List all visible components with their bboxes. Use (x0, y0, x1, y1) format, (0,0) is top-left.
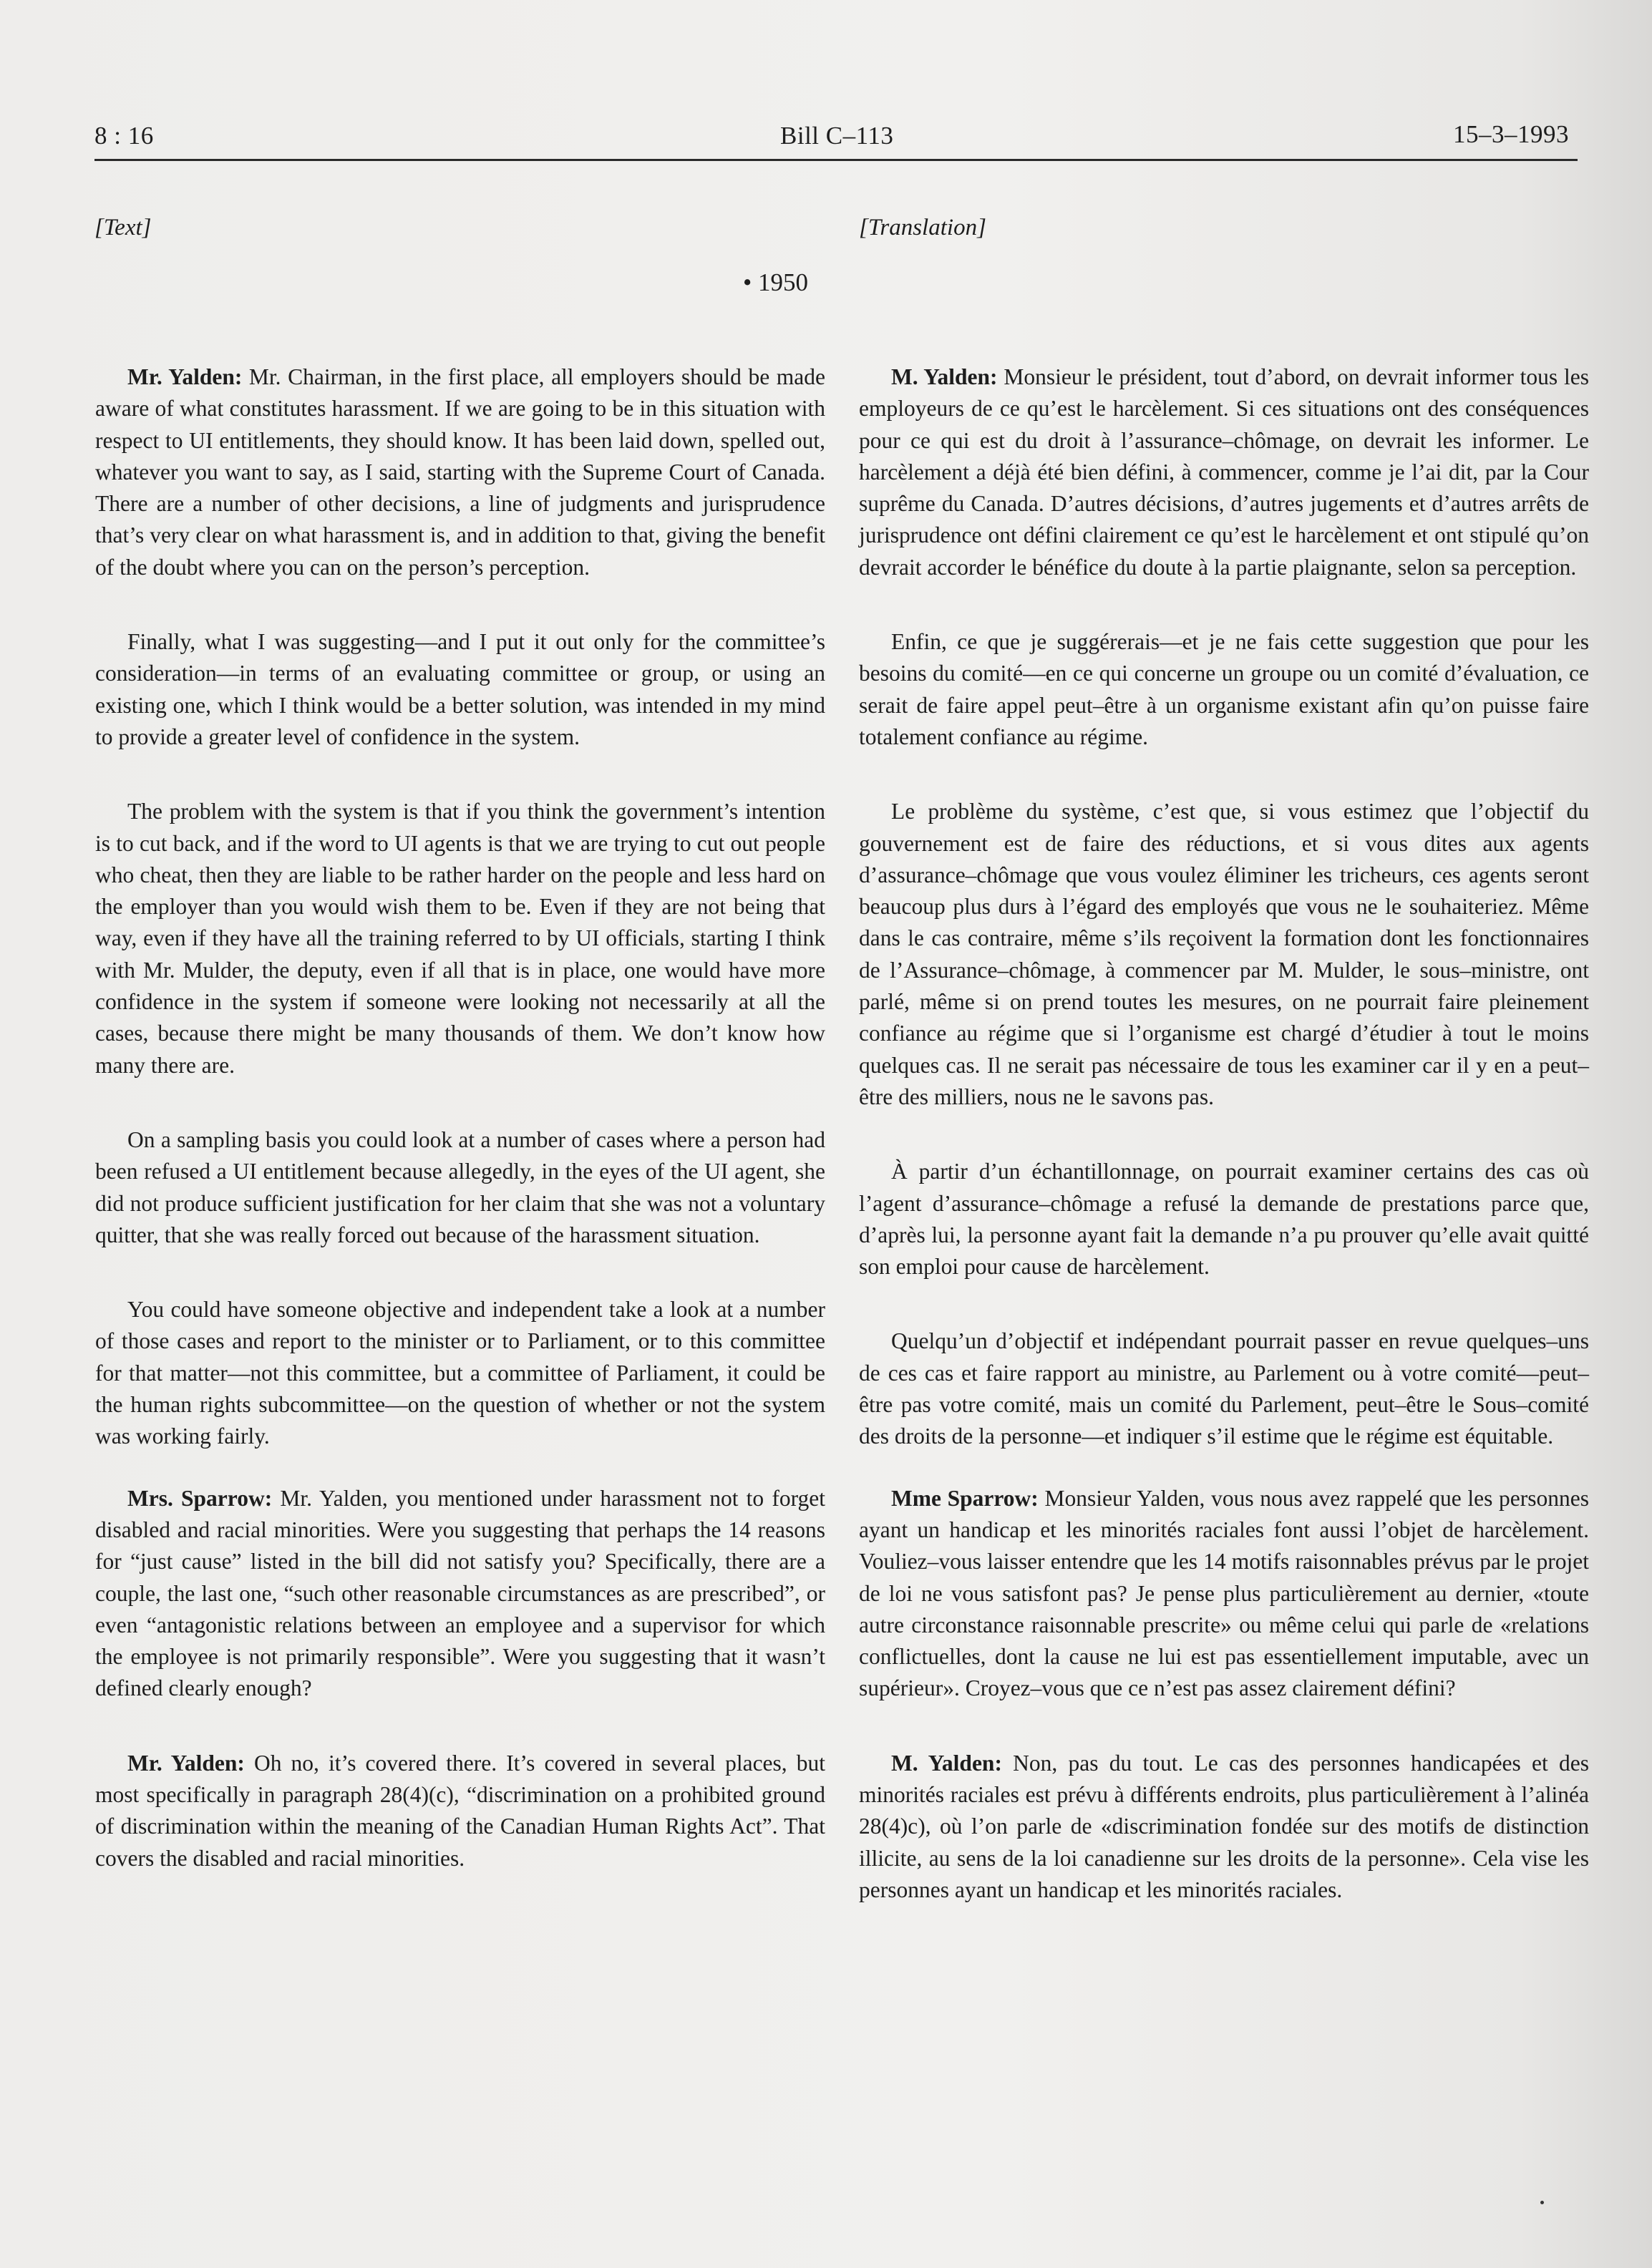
paragraph (859, 796, 1589, 1113)
text-label: [Text] (94, 215, 152, 240)
speaker-name: Mme Sparrow: (891, 1485, 1039, 1511)
paragraph (859, 626, 1589, 753)
english-column (95, 361, 825, 1917)
paragraph-text: You could have someone objective and independent take a look at a number of those cases and report to the minister or to Parliament, or to this committee for that matter—not this committee, but a committee of Parliament, it could be the human rights subcommittee—on the question of whether or not the system was working fairly. (95, 1297, 825, 1449)
paragraph-text: Monsieur le président, tout d’abord, on devrait informer tous les employeurs de ce qu’est le harcèlement. Si ces situations ont des conséquences pour ce qui est du droit à l’assurance–chômage, on devrait les informer. Le harcèlement a déjà été bien défini, à commencer, comme je l’ai dit, par la Cour suprême du Canada. D’autres décisions, d’autres jugements et d’autres arrêts de jurisprudence ont défini clairement ce qu’est le harcèlement et ont stipulé qu’on devrait accorder le bénéfice du doute à la partie plaignante, selon sa perception. (859, 364, 1589, 580)
time-marker: • 1950 (743, 268, 809, 296)
paragraph-text: Le problème du système, c’est que, si vous estimez que l’objectif du gouvernement est de faire des réductions, et si vous dites aux agents d’assurance–chômage que vous voulez éliminer les tricheurs, ces agents seront beaucoup plus durs à l’égard des employés que vous ne le souhaiteriez. Même dans le cas contraire, même s’ils reçoivent la formation dont les fonctionnaires de l’Assurance–chômage, à commencer par M. Mulder, le sous–ministre, ont parlé, même si on prend toutes les mesures, on ne pourrait faire pleinement confiance au régime que si l’organisme est chargé d’étudier à tout le moins quelques cas. Il ne serait pas nécessaire de tous les examiner car il y en a peut–être des milliers, nous ne le savons pas. (859, 799, 1589, 1109)
speaker-name: M. Yalden: (891, 364, 998, 389)
paragraph-text: Monsieur Yalden, vous nous avez rappelé que les personnes ayant un handicap et les minorités raciales font aussi l’objet de harcèlement. Vouliez–vous laisser entendre que les 14 motifs raisonnables prévus par le projet de loi ne vous satisfont pas? Je pense plus particulièrement au dernier, «toute autre circonstance raisonnable prescrite» ou même celui qui parle de «relations conflictuelles, dont la cause ne lui est pas essentiellement imputable, avec un supérieur». Croyez–vous que ce n’est pas assez clairement défini? (859, 1485, 1590, 1701)
page-number: 8 : 16 (94, 122, 154, 150)
paragraph (859, 1325, 1589, 1452)
scan-speck (1540, 2201, 1544, 2204)
paragraph (95, 1294, 825, 1452)
paragraph-text: Finally, what I was suggesting—and I put it out only for the committee’s consideration—in terms of an evaluating committee or group, or using an existing one, which I think would be a better solution, was intended in my mind to provide a greater level of confidence in the system. (95, 629, 825, 749)
paragraph (95, 796, 825, 1081)
paragraph (859, 1156, 1589, 1283)
paragraph-text: À partir d’un échantillonnage, on pourrait examiner certains des cas où l’agent d’assurance–chômage a refusé la demande de prestations parce que, d’après lui, la personne ayant fait la demande n’a pu prouver qu’elle avait quitté son emploi pour cause de harcèlement. (859, 1159, 1589, 1280)
speaker-name: Mrs. Sparrow: (127, 1485, 273, 1511)
speaker-name: Mr. Yalden: (127, 1750, 245, 1776)
paragraph (859, 1748, 1589, 1906)
paragraph-text: Non, pas du tout. Le cas des personnes handicapées et des minorités raciales est prévu à différents endroits, plus particulièrement à l’alinéa 28(4)c), où l’on parle de «discrimination fondée sur des motifs de distinction illicite, au sens de la loi canadienne sur les droits de la personne». Cela vise les personnes ayant un handicap et les minorités raciales. (859, 1750, 1589, 1902)
paragraph (95, 1124, 825, 1251)
paragraph (859, 1483, 1589, 1705)
paragraph-text: Quelqu’un d’objectif et indépendant pourrait passer en revue quelques–uns de ces cas et faire rapport au ministre, au Parlement ou à votre comité—peut–être pas votre comité, mais un comité du Parlement, peut–être le Sous–comité des droits de la personne—et indiquer s’il estime que le régime est équitable. (859, 1328, 1589, 1449)
paragraph (95, 626, 825, 753)
french-column (859, 361, 1589, 1949)
paragraph-text: Enfin, ce que je suggérerais—et je ne fais cette suggestion que pour les besoins du comité—en ce qui concerne un groupe ou un comité d’évaluation, ce serait de faire appel peut–être à un organisme existant afin qu’on puisse faire totalement confiance au régime. (859, 629, 1589, 749)
translation-label: [Translation] (859, 215, 986, 240)
paragraph-text: The problem with the system is that if you think the government’s intention is to cut back, and if the word to UI agents is that we are trying to cut out people who cheat, then they are liable to be rather harder on the people and less hard on the employer than you would wish them to be. Even if they are not being that way, even if they have all the training referred to by UI officials, starting I think with Mr. Mulder, the deputy, even if all that is in place, one would have more confidence in the system if someone were looking not necessarily at all the cases, because there might be many thousands of them. We don’t know how many there are. (95, 799, 825, 1078)
paragraph-text: Oh no, it’s covered there. It’s covered in several places, but most specifically in paragraph 28(4)(c), “discrimination on a prohibited ground of discrimination within the meaning of the Canadian Human Rights Act”. That covers the disabled and racial minorities. (95, 1750, 825, 1871)
paragraph (95, 1483, 825, 1705)
paragraph-text: Mr. Chairman, in the first place, all employers should be made aware of what constitutes harassment. If we are going to be in this situation with respect to UI entitlements, they should know. It has been laid down, spelled out, whatever you want to say, as I said, starting with the Supreme Court of Canada. There are a number of other decisions, a line of judgments and jurisprudence that’s very clear on what harassment is, and in addition to that, giving the benefit of the doubt where you can on the person’s perception. (95, 364, 825, 580)
paragraph-text: On a sampling basis you could look at a number of cases where a person had been refused a UI entitlement because allegedly, in the eyes of the UI agent, she did not produce sufficient justification for her claim that she was not a voluntary quitter, that she was really forced out because of the harassment situation. (95, 1126, 825, 1247)
speaker-name: Mr. Yalden: (127, 364, 243, 389)
paragraph (859, 361, 1589, 583)
header-date: 15–3–1993 (1453, 120, 1569, 148)
paragraph-text: Mr. Yalden, you mentioned under harassment not to forget disabled and racial minorities. Were you suggesting that perhaps the 14 reasons for “just cause” listed in the bill did not satisfy you? Specifically, there are a couple, the last one, “such other reasonable circumstances as are prescribed”, or even “antagonistic relations between an employee and a supervisor for which the employee is not primarily responsible”. Were you suggesting that it wasn’t defined clearly enough? (95, 1485, 825, 1701)
bill-title: Bill C–113 (780, 122, 894, 150)
paragraph (95, 1748, 825, 1874)
header-rule (94, 159, 1578, 161)
paragraph (95, 361, 825, 583)
speaker-name: M. Yalden: (891, 1750, 1002, 1776)
